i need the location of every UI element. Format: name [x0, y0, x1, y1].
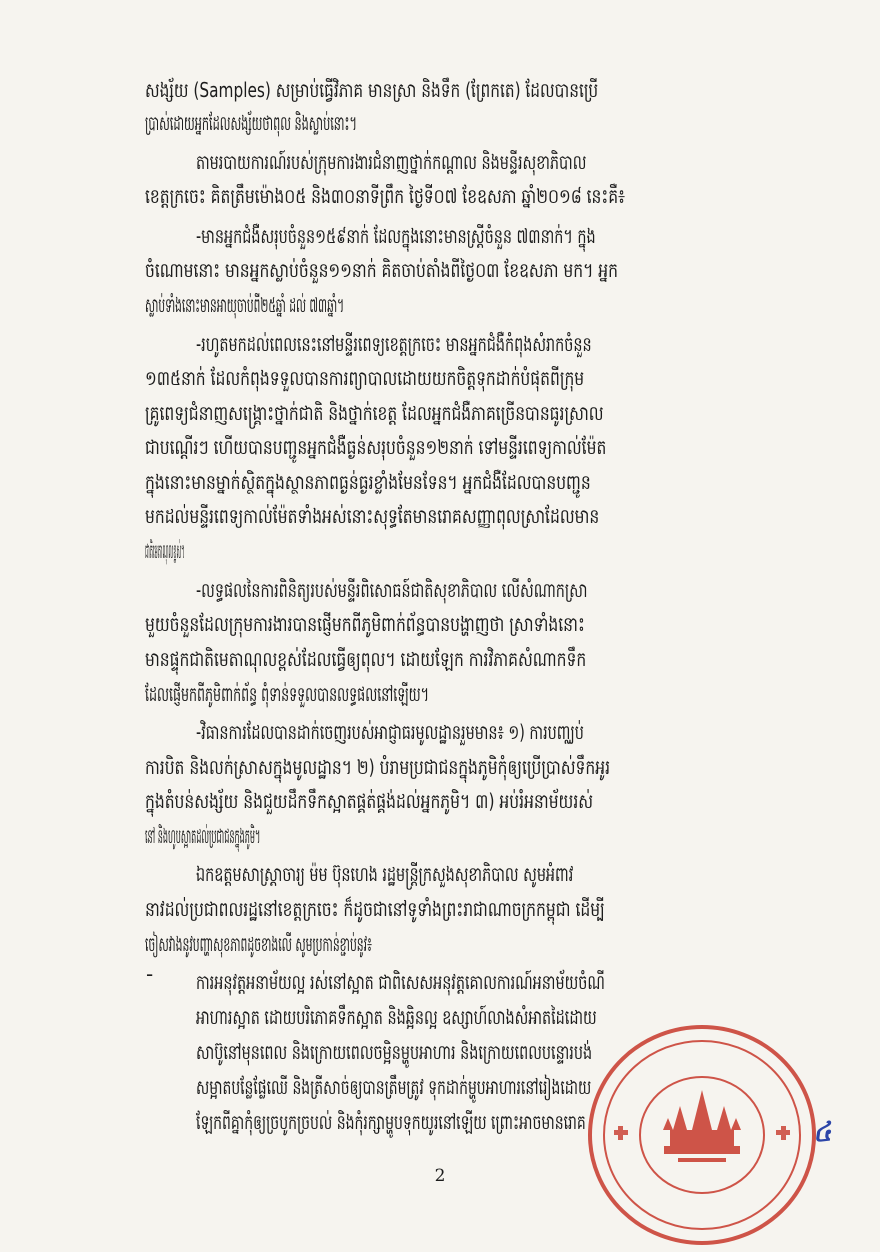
text-line: ដែលផ្ញើមកពីភូមិពាក់ព័ន្ធ ពុំទាន់ទទួលបានលទ្ធផលនៅឡើយ។ — [145, 682, 429, 706]
page-number: 2 — [434, 1166, 446, 1186]
text-line: មួយចំនួនដែលក្រុមការងារបានផ្ញើមកពីភូមិពាក់ព័ន្ធបានបង្ហាញថា ស្រាទាំងនោះ — [145, 612, 585, 636]
text-line: ចៀសវាងនូវបញ្ហាសុខភាពដូចខាងលើ សូមប្រកាន់ខ្ជាប់នូវ៖ — [145, 932, 372, 956]
text-line: នៅ និងហូបស្អាតដល់ប្រជាជនក្នុងភូមិ។ — [145, 824, 261, 848]
text-line: សម្អាតបន្លែផ្លែឈើ និងត្រីសាច់ឲ្យបានត្រឹមត្រូវ ទុកដាក់ម្ហូបអាហារនៅរៀងដោយ — [196, 1075, 592, 1099]
text-line: ឡែកពីគ្នាកុំឲ្យច្របូកច្របល់ និងកុំរក្សាម្ហូបទុកយូរនៅឡើយ ព្រោះអាចមានរោគ — [196, 1110, 586, 1134]
text-line: តាមរបាយការណ៍របស់ក្រុមការងារជំនាញថ្នាក់កណ្តាល និងមន្ទីរសុខាភិបាល — [196, 150, 587, 174]
text-line: ស្លាប់ទាំងនោះមានអាយុចាប់ពី២៥ឆ្នាំ ដល់ ៧៣ឆ្នាំ។ — [145, 293, 345, 317]
text-line: ១៣៥នាក់ ដែលកំពុងទទួលបានការព្យាបាលដោយយកចិត្តទុកដាក់បំផុតពីក្រុម — [145, 366, 585, 390]
text-line: ជាបណ្តើរៗ ហើយបានបញ្ជូនអ្នកជំងឺធ្ងន់សរុបចំនួន១២នាក់ ទៅមន្ទីរពេទ្យកាល់ម៉ែត — [145, 435, 607, 459]
text-line: មកដល់មន្ទីរពេទ្យកាល់ម៉ែតទាំងអស់នោះសុទ្ធតែមានរោគសញ្ញាពុលស្រាដែលមាន — [145, 504, 600, 528]
text-line: ក្នុងនោះមានម្នាក់ស្ថិតក្នុងស្ថានភាពធ្ងន់ធ្ងរខ្លាំងមែនទែន។ អ្នកជំងឺដែលបានបញ្ជូន — [145, 470, 591, 494]
angkor-wat-icon — [663, 1090, 741, 1162]
text-line: មានផ្ទុកជាតិមេតាណុលខ្ពស់ដែលធ្វើឲ្យពុល។ ដោយឡែក ការវិភាគសំណាកទឹក — [145, 647, 587, 671]
text-line: ការអនុវត្តអនាម័យល្អ រស់នៅស្អាត ជាពិសេសអនុវត្តគោលការណ៍អនាម័យចំណី — [196, 970, 605, 994]
text-line: ប្រាស់ដោយអ្នកដែលសង្ស័យថាពុល និងស្លាប់នោះ។ — [145, 111, 357, 135]
text-line: -លទ្ធផលនៃការពិនិត្យរបស់មន្ទីរពិសោធន៍ជាតិសុខាភិបាល លើសំណាកស្រា — [196, 578, 588, 602]
text-line: សង្ស័យ (Samples) សម្រាប់ធ្វើវិភាគ មានស្រា និងទឹក (ព្រែកតេ) ដែលបានប្រើ — [145, 78, 599, 102]
text-line: គ្រូពេទ្យជំនាញសង្គ្រោះថ្នាក់ជាតិ និងថ្នាក់ខេត្ត ដែលអ្នកជំងឺភាគច្រើនបានធូរស្រាល — [145, 401, 604, 425]
text-line: -មានអ្នកជំងឺសរុបចំនួន១៥៩នាក់ ដែលក្នុងនោះមានស្ត្រីចំនួន ៧៣នាក់។ ក្នុង — [196, 224, 596, 248]
text-line: សាប៊ូនៅមុនពេល និងក្រោយពេលចម្អិនម្ហូបអាហារ និងក្រោយពេលបន្ទោរបង់ — [196, 1040, 593, 1064]
handwritten-page-mark: ៤ — [811, 1117, 833, 1149]
text-line: ខេត្តក្រចេះ គិតត្រឹមម៉ោង០៥ និង៣០នាទីព្រឹក ថ្ងៃទី០៧ ខែឧសភា ឆ្នាំ២០១៨ នេះគឺ៖ — [145, 184, 625, 208]
official-seal-stamp — [582, 1018, 822, 1252]
text-line: អាហារស្អាត ដោយបរិភោគទឹកស្អាត និងឆ្អិនល្អ ឧស្សាហ៍លាងសំអាតដៃដោយ — [196, 1005, 597, 1029]
text-line: ជាតិមេតាណុលខ្ពស់។ — [145, 539, 185, 563]
text-line: ឯកឧត្តមសាស្ត្រាចារ្យ ម៉ម ប៊ុនហេង រដ្ឋមន្ត្រីក្រសួងសុខាភិបាល សូមអំពាវ — [196, 862, 574, 886]
bullet-marker: - — [146, 962, 154, 986]
text-line: -រហូតមកដល់ពេលនេះនៅមន្ទីរពេទ្យខេត្តក្រចេះ មានអ្នកជំងឺកំពុងសំរាកចំនួន — [196, 332, 592, 356]
text-line: ក្នុងតំបន់សង្ស័យ និងជួយដឹកទឹកស្អាតផ្គត់ផ្គង់ដល់អ្នកភូមិ។ ៣) អប់រំអនាម័យរស់ — [145, 789, 594, 813]
text-line: -វិធានការដែលបានដាក់ចេញរបស់អាជ្ញាធរមូលដ្ឋានរួមមាន៖ ១) ការបញ្ឈប់ — [196, 720, 584, 744]
text-line: ការបិត និងលក់ស្រាសក្នុងមូលដ្ឋាន។ ២) បំរាមប្រជាជនក្នុងភូមិកុំឲ្យប្រើប្រាស់ទឹកអូរ — [145, 755, 611, 779]
text-line: នាវដល់ប្រជាពលរដ្ឋនៅខេត្តក្រចេះ ក៏ដូចជានៅទូទាំងព្រះរាជាណាចក្រកម្ពុជា ដើម្បី — [145, 897, 605, 921]
text-line: ចំណោមនោះ មានអ្នកស្លាប់ចំនួន១១នាក់ គិតចាប់តាំងពីថ្ងៃ០៣ ខែឧសភា មក។ អ្នក — [145, 258, 619, 282]
